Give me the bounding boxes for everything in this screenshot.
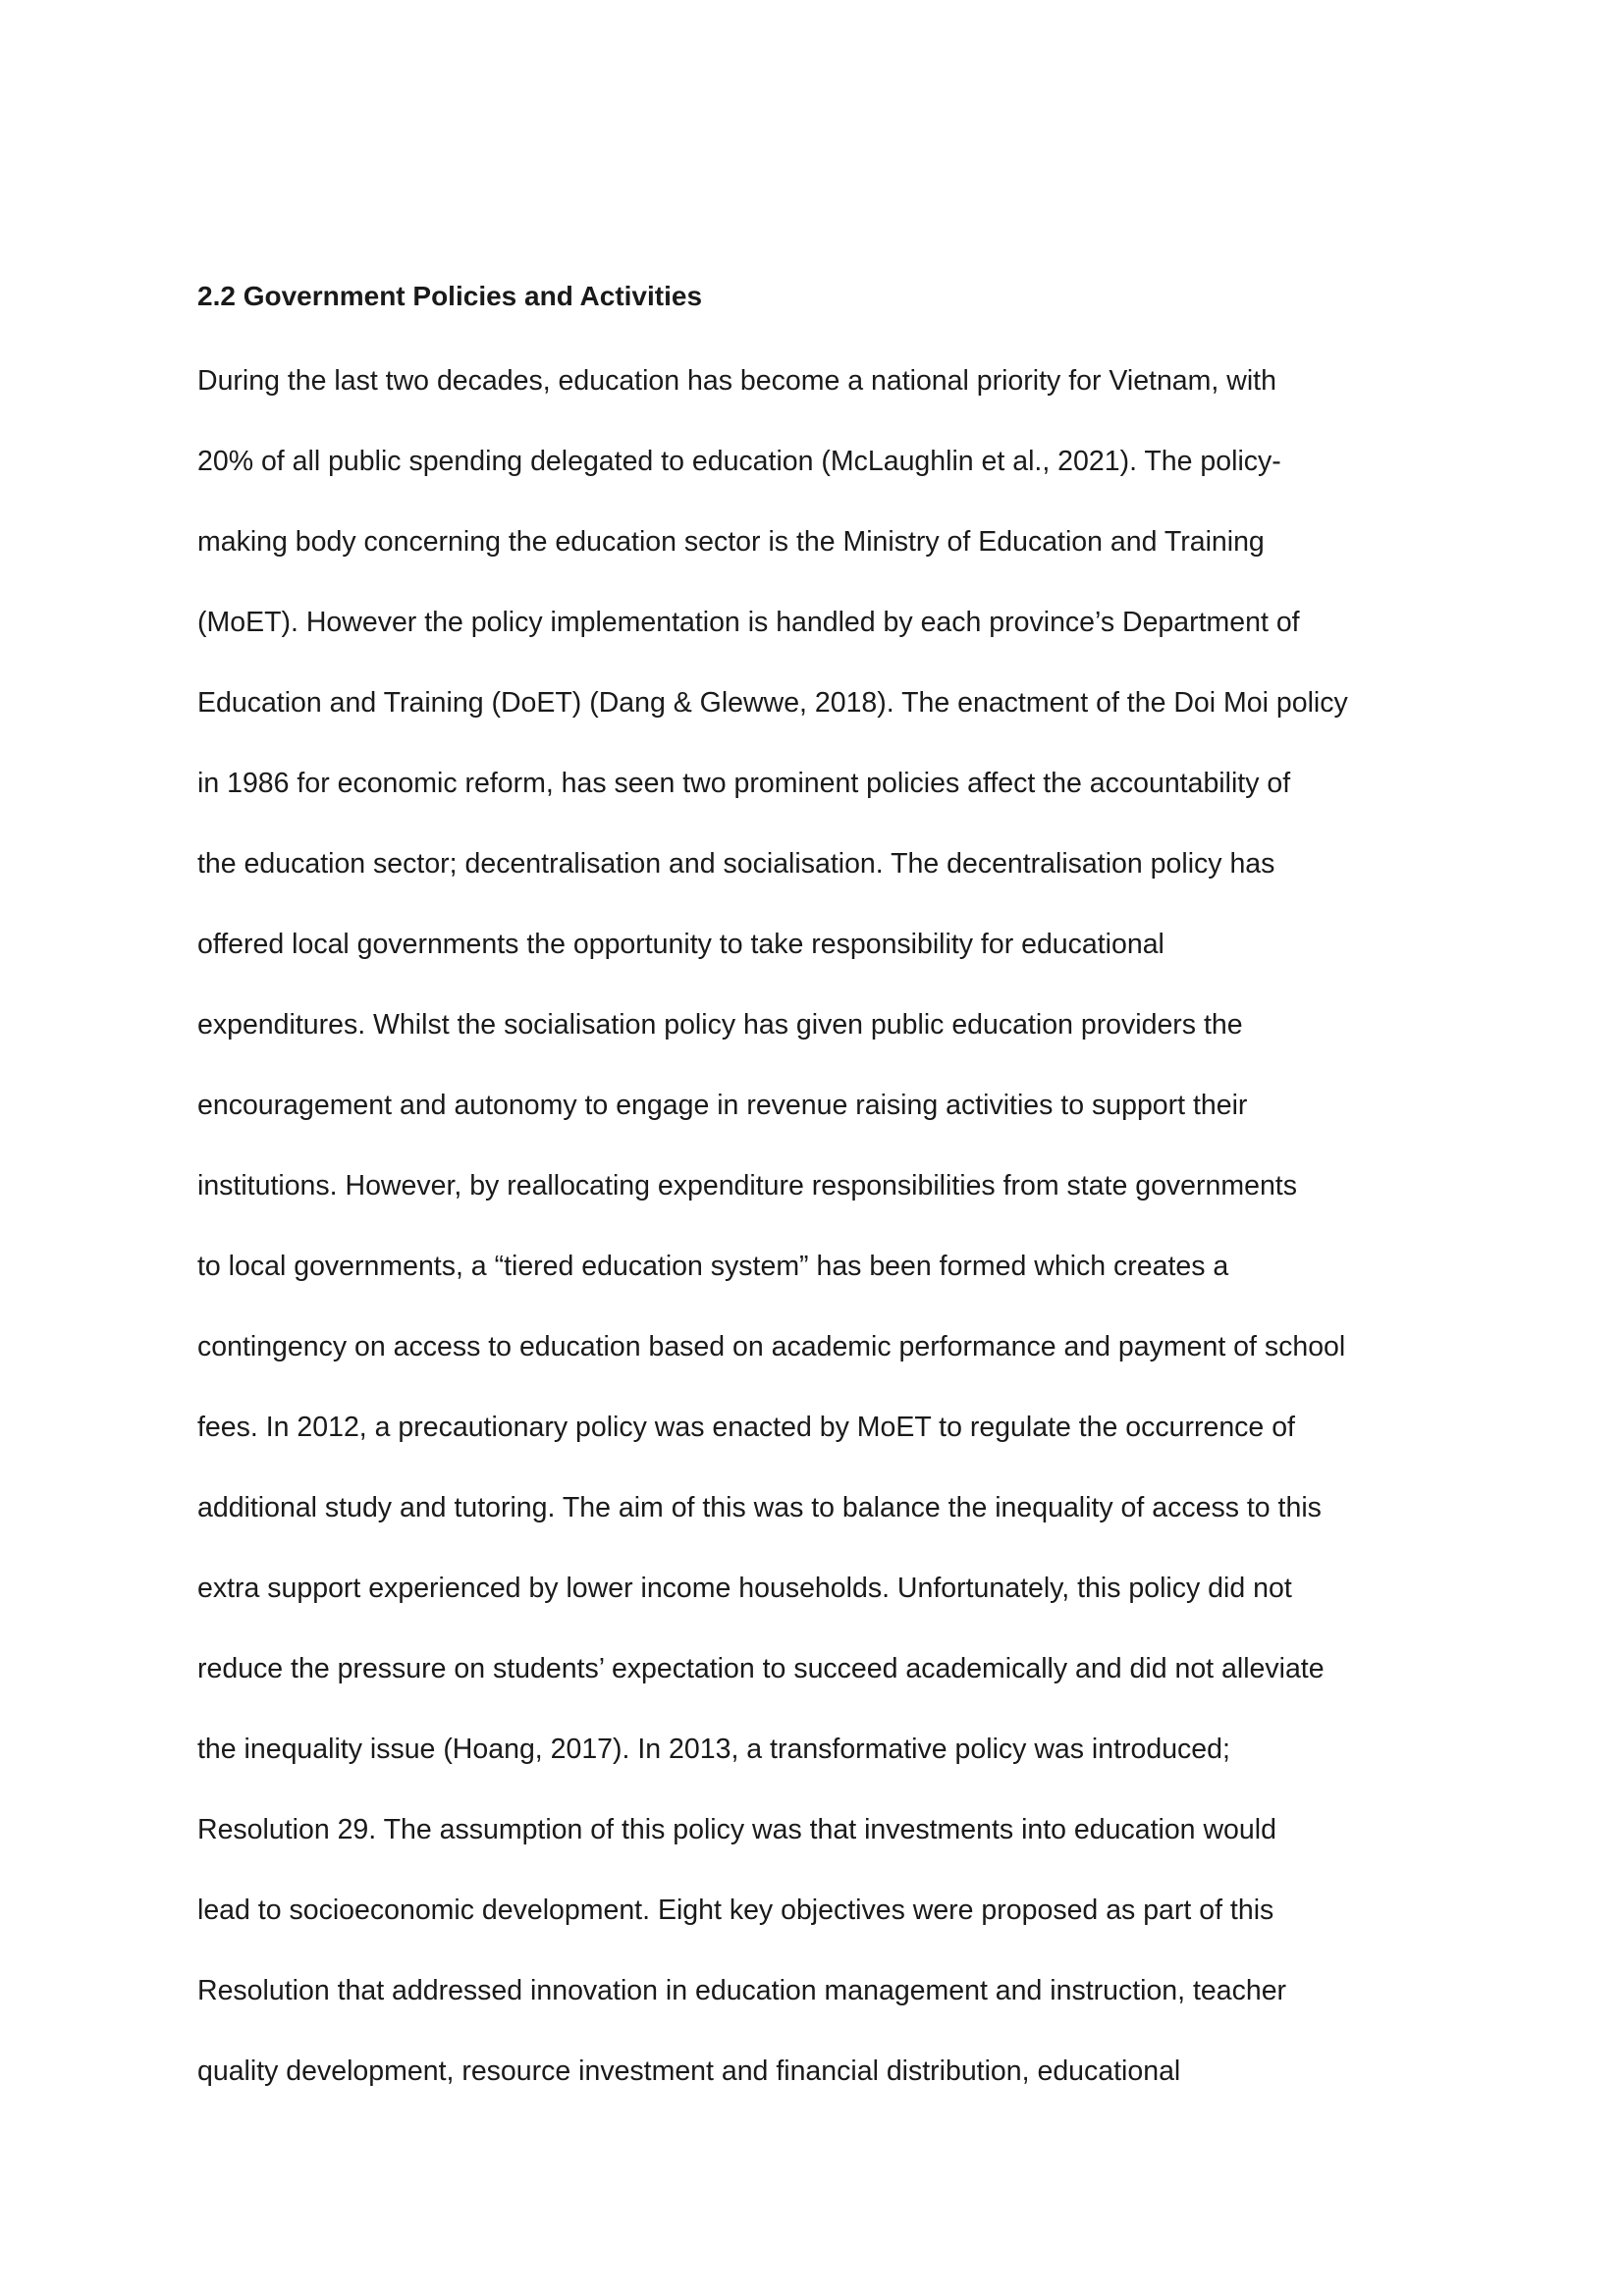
text-line: the education sector; decentralisation and socialisation. The decentralisation policy has bbox=[197, 848, 1275, 880]
text-line: institutions. However, by reallocating expenditure responsibilities from state governments bbox=[197, 1170, 1297, 1201]
text-line: reduce the pressure on students’ expectation to succeed academically and did not alleviate bbox=[197, 1653, 1325, 1684]
text-line: additional study and tutoring. The aim of this was to balance the inequality of access to this bbox=[197, 1492, 1322, 1523]
text-line: Education and Training (DoET) (Dang & Glewwe, 2018). The enactment of the Doi Moi policy bbox=[197, 687, 1348, 719]
text-line: offered local governments the opportunity to take responsibility for educational bbox=[197, 929, 1164, 960]
text-line: lead to socioeconomic development. Eight key objectives were proposed as part of this bbox=[197, 1895, 1274, 1926]
text-line: encouragement and autonomy to engage in revenue raising activities to support their bbox=[197, 1090, 1248, 1121]
text-line: (MoET). However the policy implementation is handled by each province’s Department of bbox=[197, 607, 1300, 638]
text-line: in 1986 for economic reform, has seen two prominent policies affect the accountability of bbox=[197, 768, 1291, 799]
text-line: During the last two decades, education has become a national priority for Vietnam, with bbox=[197, 365, 1276, 397]
text-line: 20% of all public spending delegated to education (McLaughlin et al., 2021). The policy- bbox=[197, 446, 1281, 477]
text-line: quality development, resource investment and financial distribution, educational bbox=[197, 2056, 1181, 2087]
section-heading: 2.2 Government Policies and Activities bbox=[197, 281, 703, 311]
text-line: to local governments, a “tiered education system” has been formed which creates a bbox=[197, 1251, 1229, 1282]
text-line: extra support experienced by lower income households. Unfortunately, this policy did not bbox=[197, 1573, 1292, 1604]
text-line: contingency on access to education based on academic performance and payment of school bbox=[197, 1331, 1346, 1362]
text-line: Resolution 29. The assumption of this policy was that investments into education would bbox=[197, 1814, 1276, 1845]
text-line: fees. In 2012, a precautionary policy was enacted by MoET to regulate the occurrence of bbox=[197, 1412, 1295, 1443]
text-line: Resolution that addressed innovation in education management and instruction, teacher bbox=[197, 1975, 1287, 2006]
text-line: the inequality issue (Hoang, 2017). In 2013, a transformative policy was introduced; bbox=[197, 1734, 1230, 1765]
text-line: expenditures. Whilst the socialisation policy has given public education providers the bbox=[197, 1009, 1243, 1041]
text-line: making body concerning the education sector is the Ministry of Education and Training bbox=[197, 526, 1265, 558]
